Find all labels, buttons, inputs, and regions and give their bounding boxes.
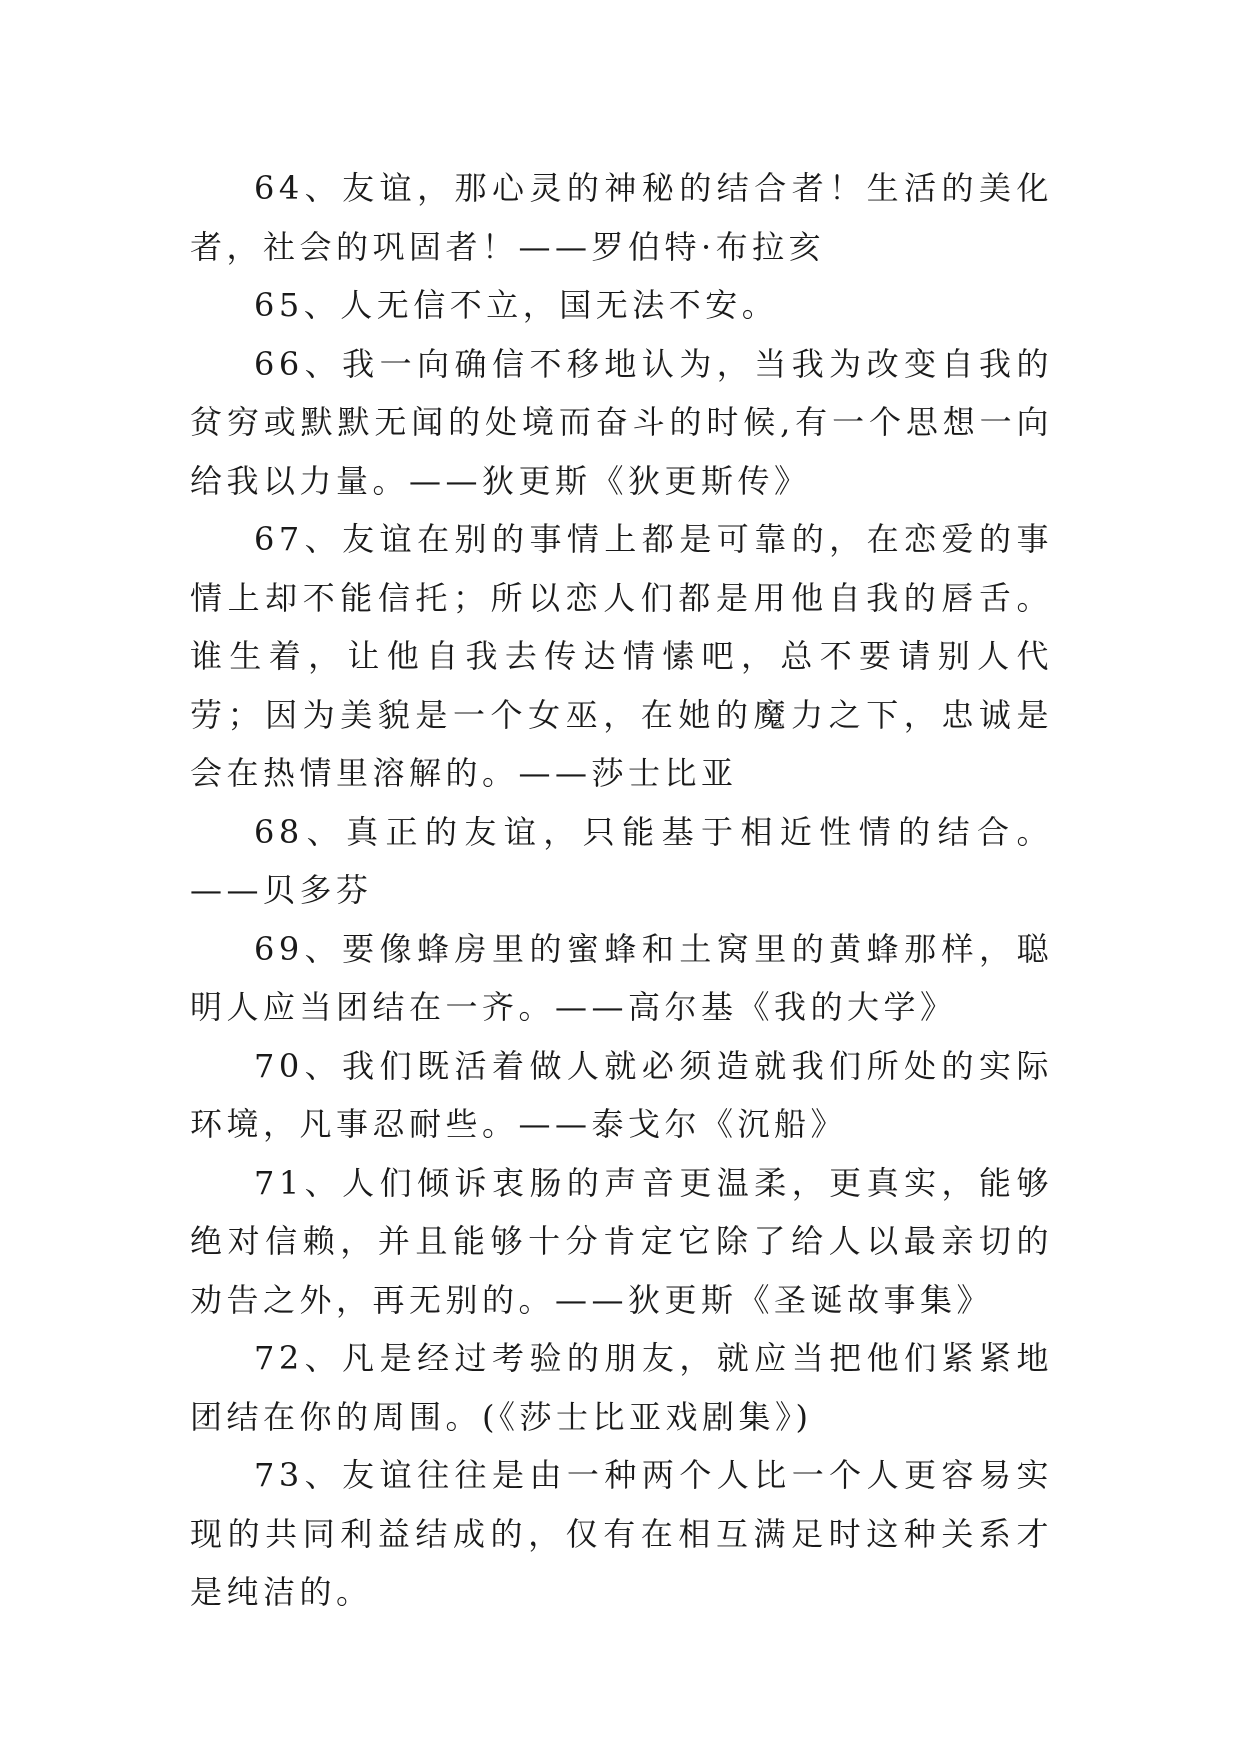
quote-paragraph-67: 67、友谊在别的事情上都是可靠的，在恋爱的事情上却不能信托；所以恋人们都是用他自我的唇舌。谁生着，让他自我去传达情愫吧，总不要请别人代劳；因为美貌是一个女巫，在她的魔力之下，忠诚是会在热情里溶解的。——莎士比亚 (190, 520, 1053, 792)
quote-paragraph-71: 71、人们倾诉衷肠的声音更温柔，更真实，能够绝对信赖，并且能够十分肯定它除了给人以最亲切的劝告之外，再无别的。——狄更斯《圣诞故事集》 (190, 1163, 1053, 1319)
quote-paragraph-65: 65、人无信不立，国无法不安。 (254, 286, 779, 324)
quote-list (190, 159, 1053, 1622)
quote-paragraph-70: 70、我们既活着做人就必须造就我们所处的实际环境，凡事忍耐些。——泰戈尔《沉船》 (190, 1046, 1053, 1143)
quote-paragraph-69: 69、要像蜂房里的蜜蜂和土窝里的黄蜂那样，聪明人应当团结在一齐。——高尔基《我的大学》 (190, 929, 1053, 1026)
quote-paragraph-72: 72、凡是经过考验的朋友，就应当把他们紧紧地团结在你的周围。(《莎士比亚戏剧集》) (190, 1339, 1053, 1436)
quote-paragraph-68: 68、真正的友谊，只能基于相近性情的结合。——贝多芬 (190, 812, 1053, 909)
quote-paragraph-66: 66、我一向确信不移地认为，当我为改变自我的贫穷或默默无闻的处境而奋斗的时候,有一个思想一向给我以力量。——狄更斯《狄更斯传》 (190, 344, 1053, 500)
quote-paragraph-64: 64、友谊，那心灵的神秘的结合者！生活的美化者，社会的巩固者！——罗伯特·布拉亥 (190, 169, 1053, 266)
quote-paragraph-73: 73、友谊往往是由一种两个人比一个人更容易实现的共同利益结成的，仅有在相互满足时这种关系才是纯洁的。 (190, 1456, 1053, 1611)
